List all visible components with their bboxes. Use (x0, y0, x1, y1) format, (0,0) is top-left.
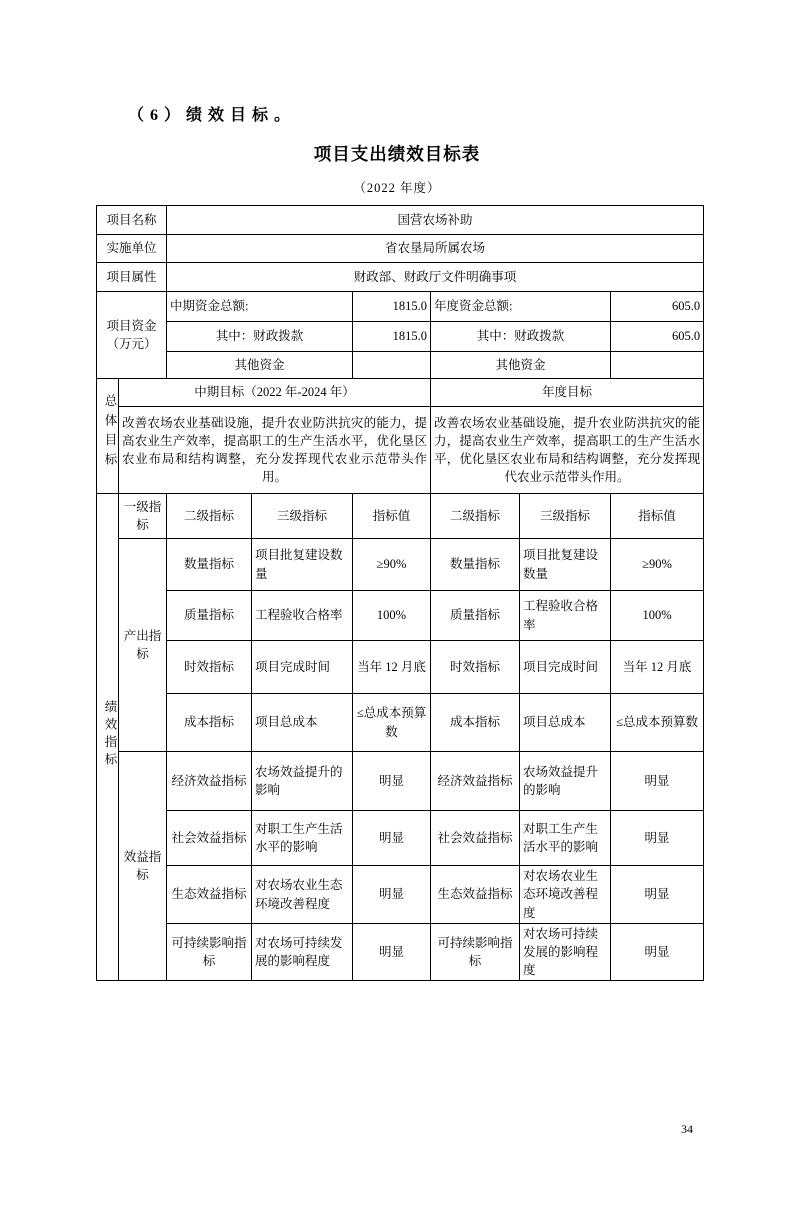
indicator-cell: 经济效益指标 (431, 752, 520, 811)
indicator-cell: 成本指标 (431, 694, 520, 752)
indicator-row (97, 591, 704, 641)
mid-goal-header: 中期目标（2022 年-2024 年） (119, 379, 431, 407)
indicator-cell: 明显 (353, 811, 431, 866)
annual-goal-text: 改善农场农业基础设施，提升农业防洪抗灾的能力，提高农业生产效率，提高职工的生产生活水平，优化垦区农业布局和结构调整，充分发挥现代农业示范带头作用。 (431, 407, 704, 494)
indicator-cell: 经济效益指标 (167, 752, 252, 811)
indicator-row (97, 811, 704, 866)
mid-fiscal-value: 1815.0 (353, 322, 431, 352)
indicator-cell: 社会效益指标 (167, 811, 252, 866)
funding-label (97, 292, 167, 379)
table-row (97, 235, 704, 263)
annual-total-value: 605.0 (611, 292, 704, 322)
indicator-row (97, 866, 704, 924)
indicator-cell: 项目完成时间 (520, 641, 611, 694)
indicator-cell: 对农场农业生态环境改善程度 (252, 866, 353, 924)
indicator-cell: 对农场可持续发展的影响程度 (520, 924, 611, 981)
attribute-label: 项目属性 (97, 263, 167, 292)
annual-other-value (611, 352, 704, 379)
indicator-cell: 成本指标 (167, 694, 252, 752)
table-row (97, 407, 704, 494)
mid-total-value: 1815.0 (353, 292, 431, 322)
indicator-cell: 明显 (353, 752, 431, 811)
indicator-cell: 生态效益指标 (167, 866, 252, 924)
indicator-cell: 数量指标 (431, 539, 520, 591)
table-row (97, 292, 704, 322)
indicator-cell: 对职工生产生活水平的影响 (252, 811, 353, 866)
page-number: 34 (681, 1122, 693, 1136)
mid-goal-text: 改善农场农业基础设施，提升农业防洪抗灾的能力，提高农业生产效率，提高职工的生产生活水平，优化垦区农业布局和结构调整，充分发挥现代农业示范带头作用。 (119, 407, 431, 494)
header-level1: 一级指标 (119, 494, 167, 539)
indicator-cell: 对农场可持续发展的影响程度 (252, 924, 353, 981)
mid-fiscal-label: 其中：财政拨款 (167, 322, 353, 352)
indicator-cell: 明显 (611, 924, 704, 981)
indicator-cell: ≤总成本预算数 (353, 694, 431, 752)
indicator-cell: 对农场农业生态环境改善程度 (520, 866, 611, 924)
group-output-label: 产出指标 (119, 539, 167, 752)
group-benefit-label: 效益指标 (119, 752, 167, 981)
indicator-cell: 项目总成本 (520, 694, 611, 752)
indicator-cell: 100% (611, 591, 704, 641)
indicator-cell: ≥90% (611, 539, 704, 591)
indicator-cell: 项目总成本 (252, 694, 353, 752)
indicator-cell: ≥90% (353, 539, 431, 591)
indicator-row (97, 752, 704, 811)
header-level3-mid: 三级指标 (252, 494, 353, 539)
attribute-value: 财政部、财政厅文件明确事项 (167, 263, 704, 292)
indicator-row (97, 641, 704, 694)
indicator-cell: 可持续影响指标 (431, 924, 520, 981)
indicator-cell: 明显 (611, 752, 704, 811)
indicator-cell: 项目批复建设数量 (520, 539, 611, 591)
indicator-cell: 明显 (611, 811, 704, 866)
performance-indicator-label: 绩效指标 (97, 494, 119, 981)
indicator-cell: 质量指标 (431, 591, 520, 641)
indicator-cell: 明显 (353, 924, 431, 981)
header-value-mid: 指标值 (353, 494, 431, 539)
unit-value: 省农垦局所属农场 (167, 235, 704, 263)
indicator-cell: 农场效益提升的影响 (252, 752, 353, 811)
header-level2-mid: 二级指标 (167, 494, 252, 539)
project-name-value: 国营农场补助 (167, 206, 704, 235)
indicator-cell: 可持续影响指标 (167, 924, 252, 981)
indicator-cell: ≤总成本预算数 (611, 694, 704, 752)
table-row (97, 322, 704, 352)
funding-label-line2: （万元） (106, 337, 157, 351)
indicator-cell: 当年 12 月底 (611, 641, 704, 694)
project-name-label: 项目名称 (97, 206, 167, 235)
mid-other-label: 其他资金 (167, 352, 353, 379)
annual-other-label: 其他资金 (431, 352, 611, 379)
annual-goal-header: 年度目标 (431, 379, 704, 407)
header-value-annual: 指标值 (611, 494, 704, 539)
funding-label-line1: 项目资金 (106, 318, 157, 333)
table-row (97, 263, 704, 292)
indicator-cell: 工程验收合格率 (252, 591, 353, 641)
indicator-cell: 数量指标 (167, 539, 252, 591)
section-heading: （6）绩效目标。 (128, 107, 297, 124)
table-row (97, 379, 704, 407)
indicator-cell: 对职工生产生活水平的影响 (520, 811, 611, 866)
indicator-cell: 质量指标 (167, 591, 252, 641)
indicator-cell: 农场效益提升的影响 (520, 752, 611, 811)
indicator-cell: 时效指标 (167, 641, 252, 694)
indicator-cell: 项目批复建设数量 (252, 539, 353, 591)
indicator-cell: 社会效益指标 (431, 811, 520, 866)
indicator-cell: 生态效益指标 (431, 866, 520, 924)
annual-total-label: 年度资金总额: (431, 292, 611, 322)
table-title: 项目支出绩效目标表 (313, 144, 481, 164)
table-row (97, 206, 704, 235)
header-level2-annual: 二级指标 (431, 494, 520, 539)
table-row (97, 352, 704, 379)
overall-goal-label: 总体目标 (97, 379, 119, 494)
indicator-row (97, 924, 704, 981)
header-level3-annual: 三级指标 (520, 494, 611, 539)
mid-total-label: 中期资金总额: (167, 292, 353, 322)
indicator-row (97, 539, 704, 591)
table-row (97, 494, 704, 539)
indicator-cell: 明显 (611, 866, 704, 924)
indicator-cell: 100% (353, 591, 431, 641)
annual-fiscal-value: 605.0 (611, 322, 704, 352)
indicator-row (97, 694, 704, 752)
table-subtitle: （2022 年度） (353, 181, 441, 195)
indicator-cell: 时效指标 (431, 641, 520, 694)
mid-other-value (353, 352, 431, 379)
indicator-cell: 工程验收合格率 (520, 591, 611, 641)
unit-label: 实施单位 (97, 235, 167, 263)
performance-table (96, 205, 704, 981)
annual-fiscal-label: 其中：财政拨款 (431, 322, 611, 352)
indicator-cell: 当年 12 月底 (353, 641, 431, 694)
indicator-cell: 明显 (353, 866, 431, 924)
indicator-cell: 项目完成时间 (252, 641, 353, 694)
